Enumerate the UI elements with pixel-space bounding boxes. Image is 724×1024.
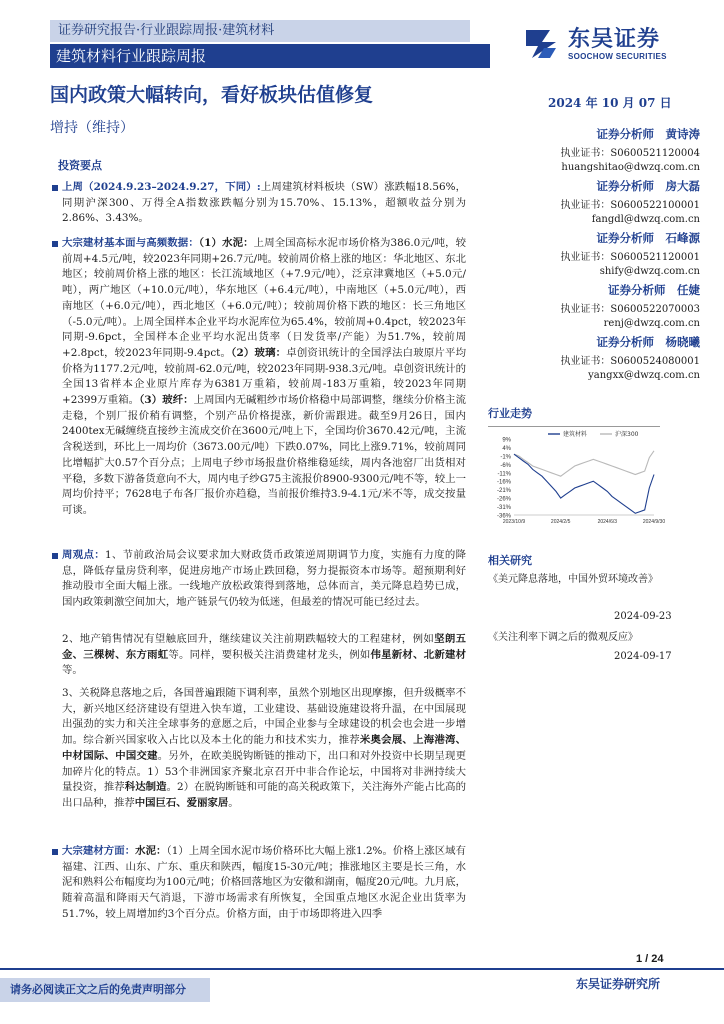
logo-mark-icon xyxy=(520,22,562,64)
legend-label: 沪深300 xyxy=(615,431,639,438)
x-tick-label: 2024/6/3 xyxy=(597,519,618,525)
report-category-banner xyxy=(50,20,470,42)
y-tick-label: 4% xyxy=(502,445,511,452)
x-tick-label: 2024/9/30 xyxy=(642,519,666,525)
view-point-3-stocks: 米奥会展、上海港湾、中材国际、中国交建 xyxy=(62,734,467,762)
paragraph-label: 上周（2024.9.23–2024.9.27，下同）: xyxy=(62,181,261,193)
y-tick-label: -1% xyxy=(500,454,511,461)
y-tick-label: -36% xyxy=(496,513,511,520)
analyst-item xyxy=(510,334,700,386)
series-line xyxy=(514,451,654,476)
analyst-cert: 执业证书：S0600522100001 xyxy=(560,200,700,211)
related-research-link[interactable]: 《关注利率下调之后的微观反应》 xyxy=(488,632,638,643)
cement-tag: （1）水泥： xyxy=(198,237,254,249)
analyst-name: 证券分析师 黄诗涛 xyxy=(596,127,700,141)
analyst-email-link[interactable]: huangshitao@dwzq.com.cn xyxy=(561,162,700,173)
analyst-cert: 执业证书：S0600521120001 xyxy=(560,252,700,263)
analyst-email-link[interactable]: yangxx@dwzq.com.cn xyxy=(588,370,700,381)
y-tick-label: 9% xyxy=(502,437,511,444)
y-tick-label: -26% xyxy=(496,496,511,503)
paragraph-weekly-view xyxy=(62,548,466,611)
analyst-name: 证券分析师 任婕 xyxy=(608,283,700,297)
bullet-icon xyxy=(52,849,58,855)
analyst-email-link[interactable]: fangdl@dwzq.com.cn xyxy=(591,214,700,225)
y-tick-label: -31% xyxy=(496,505,511,512)
analyst-name: 证券分析师 杨晓曦 xyxy=(596,335,700,349)
view-point-2-text-c: 等。 xyxy=(62,664,83,677)
analyst-email-link[interactable]: shify@dwzq.com.cn xyxy=(599,266,700,277)
view-point-2-text-b: 等。同样，要积极关注消费建材龙头，例如 xyxy=(168,648,371,661)
related-research-date: 2024-09-17 xyxy=(614,651,672,662)
glass-tag: （2）玻璃： xyxy=(231,346,287,359)
industry-trend-title: 行业走势 xyxy=(488,407,532,420)
paragraph-label: 周观点： xyxy=(62,549,105,561)
report-date: 2024 年 10 月 07 日 xyxy=(548,96,672,110)
report-headline: 国内政策大幅转向，看好板块估值修复 xyxy=(50,84,374,106)
footer-disclaimer[interactable]: 请务必阅读正文之后的免责声明部分 xyxy=(10,983,186,996)
analyst-item xyxy=(510,178,700,230)
report-title-text: 建筑材料行业跟踪周报 xyxy=(56,47,207,65)
paragraph-last-week xyxy=(62,180,466,227)
footer-disclaimer-box xyxy=(0,978,210,1002)
analyst-email-link[interactable]: renj@dwzq.com.cn xyxy=(603,318,700,329)
view-point-1: 1、节前政治局会议要求加大财政货币政策逆周期调节力度，实施有力度的降息，降低存量房贷利率，促进房地产市场止跌回稳，努力提振资本市场等。超预期利好推动股市全面大幅上涨。一线地产放松政策得到落地，总体而言，美元降息趋势已成，国内政策刺激空间加大，地产链景气仍较为低迷，但最差的情况可能已经过去。 xyxy=(62,549,467,609)
analyst-cert: 执业证书：S0600524080001 xyxy=(560,356,700,367)
legend-label: 建筑材料 xyxy=(563,431,588,438)
analyst-cert: 执业证书：S0600522070003 xyxy=(560,304,700,315)
view-point-3-text-b: 。另外，在欧美脱钩断链的推动下，出口和对外投资中长期呈现更加碎片化的特点。1）53个非洲国家齐聚北京召开中非合作论坛，中国将对非洲持续大量投资，推荐 xyxy=(62,749,467,794)
paragraph-text: （1）上周全国水泥市场价格环比大幅上涨1.2%。价格上涨区域有福建、江西、山东、广东、重庆和陕西，幅度15-30元/吨；推涨地区主要是长三角，水泥和熟料公布幅度均为100元/吨；价格回落地区为安徽和湖南，幅度20元/吨。九月底，随着高温和降雨天气消退，下游市场需求有所恢复，全国重点地区水泥企业出货率为51.7%，较上周增加约3个百分点。价格方面，由于市场即将进入四季 xyxy=(62,845,467,920)
investment-rating: 增持（维持） xyxy=(50,120,134,136)
analyst-item xyxy=(510,230,700,282)
paragraph-bulk-materials xyxy=(62,844,466,944)
paragraph-view-3 xyxy=(62,686,466,812)
view-point-3-stocks-b: 科达制造 xyxy=(124,781,167,794)
y-tick-label: -6% xyxy=(500,462,511,469)
analyst-name: 证券分析师 石峰源 xyxy=(596,231,700,245)
logo-chinese-text: 东吴证券 xyxy=(568,26,661,52)
section-title-investment: 投资要点 xyxy=(58,159,102,172)
paragraph-view-2 xyxy=(62,632,466,679)
view-point-3-stocks-c: 中国巨石、爱丽家居 xyxy=(134,796,229,809)
glass-text: 卓创资讯统计的全国浮法白玻原片平均价格为1177.2元/吨，较前周-62.0元/吨，较2023年同期-938.3元/吨。卓创资讯统计的全国13省样本企业原片库存为6381万重箱，较前周-183万重箱，较2023年同期+2399万重箱。 xyxy=(62,346,466,407)
footer-company: 东吴证券研究所 xyxy=(576,977,661,991)
fiber-tag: （3）玻纤： xyxy=(139,394,194,407)
view-point-2-stocks: 坚朗五金、三棵树、东方雨虹 xyxy=(62,633,467,661)
cement-text: 上周全国高标水泥市场价格为386.0元/吨，较前周+4.5元/吨，较2023年同期+26.7元/吨。较前周价格上涨的地区：华北地区、东北地区；较前周价格上涨的地区：长江流域地区（+7.9元/吨），泛京津冀地区（+5.0元/吨），两广地区（+10.0元/吨），华东地区（+6.4元/吨），中南地区（+5.0元/吨），西南地区（+6.0元/吨），西北地区（+6.0元/吨）；较前周价格下跌的地区：长三角地区（-5.0元/吨）。上周全国样本企业平均水泥库位为65.4%，较前周+0.4pct，较2023年同期-9.6pct，全国样本企业平均水泥出货率（日发货率/产能）为51.7%，较前周+2.8pct，较2023年同期-9.4pct。 xyxy=(62,237,467,359)
paragraph-fundamentals xyxy=(62,236,466,519)
x-tick-label: 2023/10/9 xyxy=(502,519,526,525)
trend-chart-svg xyxy=(488,427,666,527)
paragraph-label: 大宗建材基本面与高频数据： xyxy=(62,237,199,249)
analyst-name: 证券分析师 房大磊 xyxy=(596,179,700,193)
bullet-icon xyxy=(52,241,58,247)
view-point-3-text: 3、关税降息落地之后，各国普遍跟随下调利率，虽然个别地区出现摩擦，但升级概率不大，新兴地区经济建设有望进入快车道，工业建设、基础设施建设将升温，在中国展现出强劲的实力和关注全球事务的意愿之后，中国企业参与全球建设的机会也会进一步增加。综合新兴国家收入占比以及本土化的能力和技术实力，推荐 xyxy=(62,687,466,747)
fiber-text: 上周国内无碱粗纱市场价格稳中局部调整，继续分价格主流走稳，个别厂报价稍有调整，个别产品价格提涨，新价需跟进。截至9月26日，国内2400tex无碱缠绕直接纱主流成交价在3600元/吨上下，全国均价3670.42元/吨，主流含税送到，环比上一周均价（3673.00元/吨）下跌0.07%，同比上涨9.71%，较前周同比增幅扩大0.57个百分点；上周电子纱市场报盘价格维稳延续，周内各池窑厂出货相对平稳，多数下游备货意向不大，周内电子纱G75主流报价8900-9300元/吨不等，较上一周均价持平；7628电子布各厂报价亦趋稳，当前报价维持3.9-4.1元/米不等，成交按量可谈。 xyxy=(62,394,467,516)
view-point-3-text-d: 。 xyxy=(228,796,239,809)
cement-tag: 水泥： xyxy=(135,845,167,857)
company-logo xyxy=(520,22,690,66)
related-research-date: 2024-09-23 xyxy=(614,611,672,622)
industry-trend-chart xyxy=(488,426,666,526)
paragraph-text: 上周建筑材料板块（SW）涨跌幅18.56%，同期沪深300、万得全A指数涨跌幅分别为15.70%、15.13%，超额收益分别为2.86%、3.43%。 xyxy=(62,181,466,225)
y-tick-label: -21% xyxy=(496,488,511,495)
view-point-2-text: 2、地产销售情况有望触底回升，继续建议关注前期跌幅较大的工程建材，例如 xyxy=(62,633,435,645)
related-research-title: 相关研究 xyxy=(488,554,532,567)
footer-divider xyxy=(0,968,724,970)
view-point-3-text-c: 。2）在脱钩断链和可能的高关税政策下，关注海外产能占比高的出口品种，推荐 xyxy=(62,781,467,809)
report-category-text: 证券研究报告·行业跟踪周报·建筑材料 xyxy=(58,23,275,38)
paragraph-label: 大宗建材方面： xyxy=(62,845,136,857)
logo-english-text: SOOCHOW SECURITIES xyxy=(568,52,667,61)
related-research-link[interactable]: 《美元降息落地，中国外贸环境改善》 xyxy=(488,574,658,585)
x-tick-label: 2024/2/5 xyxy=(550,519,571,525)
report-title-bar xyxy=(50,44,490,68)
bullet-icon xyxy=(52,553,58,559)
page-number: 1 / 24 xyxy=(636,953,664,965)
view-point-2-stocks-b: 伟星新材、北新建材 xyxy=(370,648,467,661)
analyst-cert: 执业证书：S0600521120004 xyxy=(560,148,700,159)
y-tick-label: -11% xyxy=(497,471,511,478)
analyst-list xyxy=(510,126,700,386)
bullet-icon xyxy=(52,185,58,191)
analyst-item xyxy=(510,282,700,334)
analyst-item xyxy=(510,126,700,178)
y-tick-label: -16% xyxy=(496,479,511,486)
